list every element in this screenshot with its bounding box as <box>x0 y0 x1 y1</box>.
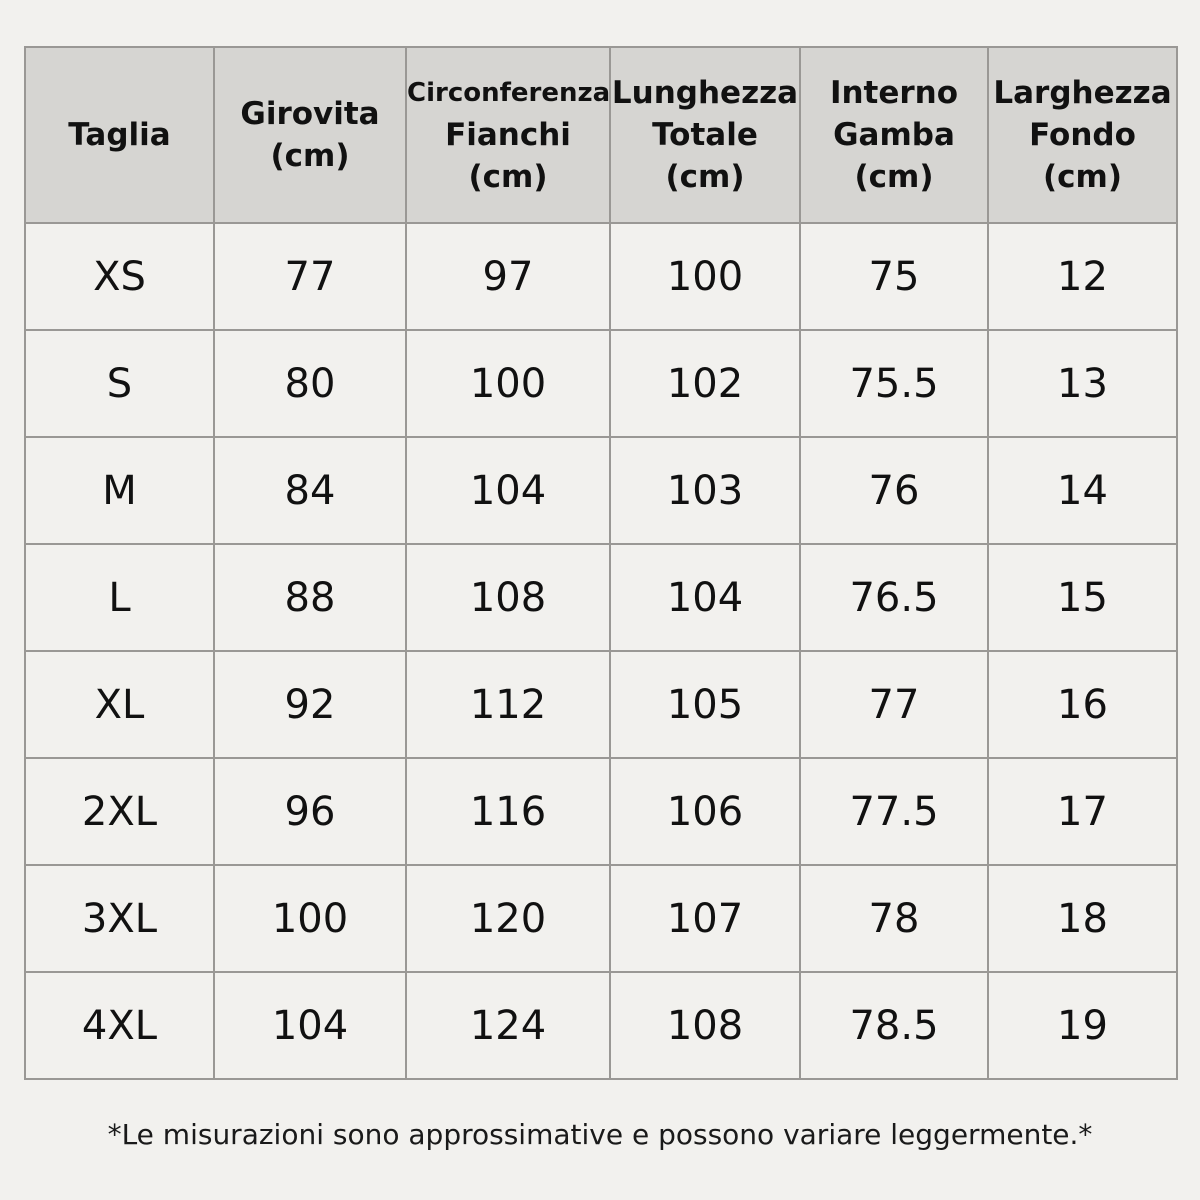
cell-inseam: 78 <box>800 865 988 972</box>
measurement-footnote: *Le misurazioni sono approssimative e possono variare leggermente.* <box>107 1118 1093 1151</box>
cell-inseam: 77 <box>800 651 988 758</box>
cell-hips: 116 <box>406 758 610 865</box>
header-hips-line: Circonferenza <box>407 78 611 108</box>
cell-inseam: 75.5 <box>800 330 988 437</box>
cell-total-length: 104 <box>610 544 800 651</box>
header-row <box>25 47 1177 223</box>
cell-waist: 84 <box>214 437 406 544</box>
header-hips-unit: (cm) <box>468 159 548 195</box>
cell-size: L <box>25 544 214 651</box>
header-size-line: Taglia <box>68 117 171 153</box>
cell-hem-width: 16 <box>988 651 1177 758</box>
cell-hem-width: 18 <box>988 865 1177 972</box>
cell-total-length: 100 <box>610 223 800 330</box>
cell-inseam: 76 <box>800 437 988 544</box>
header-hem-width <box>988 47 1177 223</box>
cell-hips: 97 <box>406 223 610 330</box>
header-inseam-line: Interno <box>829 75 959 111</box>
table-row <box>25 544 1177 651</box>
cell-waist: 77 <box>214 223 406 330</box>
cell-total-length: 106 <box>610 758 800 865</box>
header-hem-width-unit: (cm) <box>1042 159 1122 195</box>
table-row <box>25 651 1177 758</box>
cell-waist: 96 <box>214 758 406 865</box>
header-total-length-line: Totale <box>652 117 758 153</box>
cell-size: M <box>25 437 214 544</box>
cell-inseam: 78.5 <box>800 972 988 1079</box>
table-row <box>25 758 1177 865</box>
cell-hips: 104 <box>406 437 610 544</box>
cell-hips: 112 <box>406 651 610 758</box>
table-row <box>25 865 1177 972</box>
cell-hem-width: 19 <box>988 972 1177 1079</box>
header-hem-width-line: Fondo <box>1029 117 1136 153</box>
cell-hem-width: 13 <box>988 330 1177 437</box>
cell-waist: 88 <box>214 544 406 651</box>
cell-hem-width: 17 <box>988 758 1177 865</box>
header-hips <box>406 47 610 223</box>
cell-total-length: 108 <box>610 972 800 1079</box>
cell-hem-width: 15 <box>988 544 1177 651</box>
cell-size: XL <box>25 651 214 758</box>
header-inseam-line: Gamba <box>833 117 955 153</box>
table-row <box>25 972 1177 1079</box>
header-waist-unit: (cm) <box>270 138 350 174</box>
header-hem-width-line: Larghezza <box>993 75 1172 111</box>
table-row <box>25 330 1177 437</box>
header-inseam-unit: (cm) <box>854 159 934 195</box>
cell-hips: 120 <box>406 865 610 972</box>
cell-size: 4XL <box>25 972 214 1079</box>
cell-hem-width: 12 <box>988 223 1177 330</box>
table-body <box>25 223 1177 1079</box>
cell-total-length: 103 <box>610 437 800 544</box>
cell-hem-width: 14 <box>988 437 1177 544</box>
cell-size: XS <box>25 223 214 330</box>
cell-hips: 100 <box>406 330 610 437</box>
cell-hips: 124 <box>406 972 610 1079</box>
header-inseam <box>800 47 988 223</box>
header-total-length-unit: (cm) <box>665 159 745 195</box>
cell-inseam: 75 <box>800 223 988 330</box>
cell-total-length: 105 <box>610 651 800 758</box>
header-hips-line: Fianchi <box>445 117 571 153</box>
header-waist-line: Girovita <box>240 96 380 132</box>
cell-waist: 80 <box>214 330 406 437</box>
table-row <box>25 223 1177 330</box>
table-row <box>25 437 1177 544</box>
cell-hips: 108 <box>406 544 610 651</box>
header-waist <box>214 47 406 223</box>
cell-total-length: 102 <box>610 330 800 437</box>
header-size <box>25 47 214 223</box>
cell-size: 2XL <box>25 758 214 865</box>
cell-inseam: 77.5 <box>800 758 988 865</box>
size-chart-table <box>24 46 1178 1080</box>
header-total-length-line: Lunghezza <box>611 75 799 111</box>
cell-waist: 104 <box>214 972 406 1079</box>
cell-total-length: 107 <box>610 865 800 972</box>
cell-waist: 100 <box>214 865 406 972</box>
cell-size: S <box>25 330 214 437</box>
cell-size: 3XL <box>25 865 214 972</box>
cell-inseam: 76.5 <box>800 544 988 651</box>
header-total-length <box>610 47 800 223</box>
cell-waist: 92 <box>214 651 406 758</box>
